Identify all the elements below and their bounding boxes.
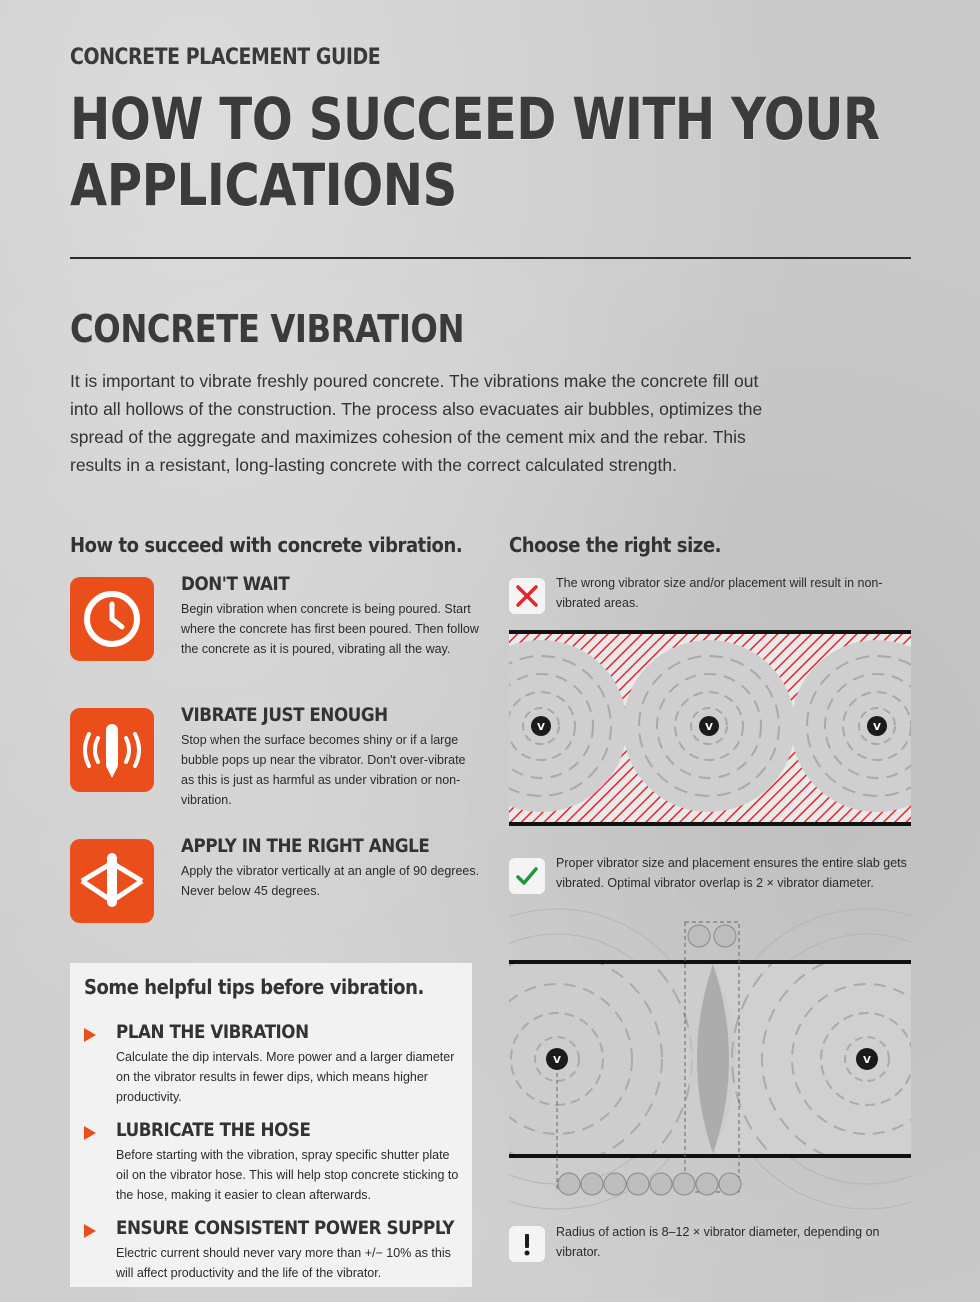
right-size-note: Proper vibrator size and placement ensures the entire slab gets vibrated. Optimal vibrator overlap is 2 × vibrator diameter.	[556, 856, 907, 890]
vibrator-marker	[531, 716, 551, 736]
correct-placement-diagram	[509, 900, 911, 1210]
step-heading: APPLY IN THE RIGHT ANGLE	[181, 835, 430, 857]
exclamation-icon	[509, 1226, 545, 1262]
tip-body: Before starting with the vibration, spray specific shutter plate oil on the vibrator hose. This will help stop concrete sticking to the hose, making it easier to clean afterwards.	[116, 1148, 459, 1202]
vibrator-marker	[699, 716, 719, 736]
divider	[70, 257, 911, 259]
svg-text:V: V	[537, 722, 545, 733]
right-column-title: Choose the right size.	[509, 533, 721, 557]
angle-icon	[70, 839, 154, 923]
triangle-bullet-icon	[84, 1224, 96, 1238]
vibration-icon	[70, 708, 154, 792]
intro-paragraph: It is important to vibrate freshly poured concrete. The vibrations make the concrete fill out into all hollows of the construction. The process also evacuates air bubbles, optimizes the spread of the aggregate and maximizes cohesion of the cement mix and the rebar. This results in a resistant, long-lasting concrete with the correct calculated strength.	[70, 371, 763, 475]
vibrator-marker	[546, 1048, 568, 1070]
svg-text:V: V	[705, 722, 713, 733]
left-column-title: How to succeed with concrete vibration.	[70, 533, 463, 557]
svg-text:V: V	[553, 1055, 561, 1066]
tips-box	[70, 963, 472, 1287]
triangle-bullet-icon	[84, 1028, 96, 1042]
tips-title: Some helpful tips before vibration.	[84, 975, 424, 999]
svg-text:V: V	[873, 722, 881, 733]
step-body: Begin vibration when concrete is being poured. Start where the concrete has first been poured. Then follow the concrete as it is poured, vibrating all the way.	[181, 602, 479, 656]
tip-heading: LUBRICATE THE HOSE	[116, 1119, 311, 1141]
page-title-line-1: HOW TO SUCCEED WITH YOUR	[70, 85, 880, 153]
supertitle: CONCRETE PLACEMENT GUIDE	[70, 45, 381, 70]
svg-text:V: V	[863, 1055, 871, 1066]
wrong-placement-diagram	[509, 630, 911, 826]
wrong-size-note: The wrong vibrator size and/or placement will result in non-vibrated areas.	[556, 576, 883, 610]
tip-heading: ENSURE CONSISTENT POWER SUPPLY	[116, 1217, 455, 1239]
triangle-bullet-icon	[84, 1126, 96, 1140]
step-body: Apply the vibrator vertically at an angle of 90 degrees. Never below 45 degrees.	[181, 864, 480, 898]
step-body: Stop when the surface becomes shiny or if a large bubble pops up near the vibrator. Don't over-vibrate as this is just as harmful as under vibration or non-vibration.	[181, 733, 466, 807]
vibrator-marker	[867, 716, 887, 736]
step-heading: DON'T WAIT	[181, 573, 290, 595]
page-title-line-2: APPLICATIONS	[70, 151, 457, 219]
tip-body: Electric current should never vary more than +/− 10% as this will affect productivity and the life of the vibrator.	[116, 1246, 451, 1280]
section-title: CONCRETE VIBRATION	[70, 307, 465, 351]
wrong-cross-icon	[509, 578, 545, 614]
tip-body: Calculate the dip intervals. More power and a larger diameter on the vibrator results in fewer dips, which means higher productivity.	[116, 1050, 455, 1104]
vibrator-marker	[856, 1048, 878, 1070]
step-heading: VIBRATE JUST ENOUGH	[181, 704, 388, 726]
clock-icon	[70, 577, 154, 661]
page-title	[70, 86, 900, 218]
check-icon	[509, 858, 545, 894]
tip-heading: PLAN THE VIBRATION	[116, 1021, 309, 1043]
radius-note: Radius of action is 8–12 × vibrator diameter, depending on vibrator.	[556, 1225, 880, 1259]
